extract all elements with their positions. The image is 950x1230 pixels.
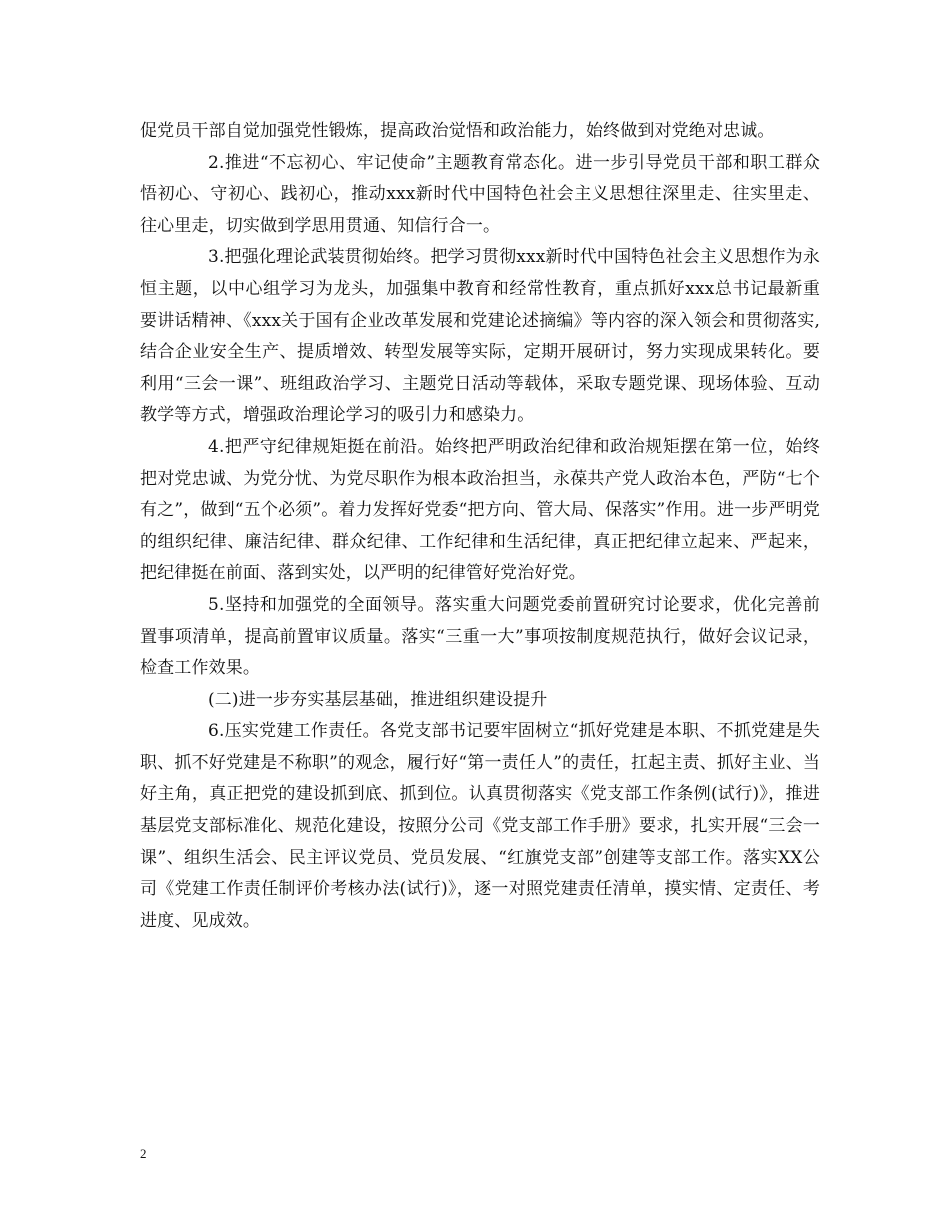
document-body [140,116,820,937]
paragraph-item-4: 4.把严守纪律规矩挺在前沿。始终把严明政治纪律和政治规矩摆在第一位，始终把对党忠诚、为党分忧、为党尽职作为根本政治担当，永葆共产党人政治本色，严防“七个有之”，做到“五个必须”。着力发挥好党委“把方向、管大局、保落实”作用。进一步严明党的组织纪律、廉洁纪律、群众纪律、工作纪律和生活纪律，真正把纪律立起来、严起来，把纪律挺在前面、落到实处，以严明的纪律管好党治好党。 [140,436,820,584]
section-heading-2: (二)进一步夯实基层基础，推进组织建设提升 [208,689,548,710]
paragraph-continuation: 促党员干部自觉加强党性锻炼，提高政治觉悟和政治能力，始终做到对党绝对忠诚。 [140,121,775,141]
paragraph-item-3: 3.把强化理论武装贯彻始终。把学习贯彻xxx新时代中国特色社会主义思想作为永恒主题，以中心组学习为龙头，加强集中教育和经常性教育，重点抓好xxx总书记最新重要讲话精神、《xxx关于国有企业改革发展和党建论述摘编》等内容的深入领会和贯彻落实,结合企业安全生产、提质增效、转型发展等实际，定期开展研讨，努力实现成果转化。要利用“三会一课”、班组政治学习、主题党日活动等载体，采取专题党课、现场体验、互动教学等方式，增强政治理论学习的吸引力和感染力。 [140,247,820,426]
paragraph-item-5: 5.坚持和加强党的全面领导。落实重大问题党委前置研究讨论要求，优化完善前置事项清单，提高前置审议质量。落实“三重一大”事项按制度规范执行，做好会议记录，检查工作效果。 [140,594,820,679]
paragraph-item-6: 6.压实党建工作责任。各党支部书记要牢固树立“抓好党建是本职、不抓党建是失职、抓不好党建是不称职”的观念，履行好“第一责任人”的责任，扛起主责、抓好主业、当好主角，真正把党的建设抓到底、抓到位。认真贯彻落实《党支部工作条例(试行)》，推进基层党支部标准化、规范化建设，按照分公司《党支部工作手册》要求，扎实开展“三会一课”、组织生活会、民主评议党员、党员发展、“红旗党支部”创建等支部工作。落实XX公司《党建工作责任制评价考核办法(试行)》，逐一对照党建责任清单，摸实情、定责任、考进度、见成效。 [140,721,820,931]
paragraph-item-2: 2.推进“不忘初心、牢记使命”主题教育常态化。进一步引导党员干部和职工群众悟初心、守初心、践初心，推动xxx新时代中国特色社会主义思想往深里走、往实里走、往心里走，切实做到学思用贯通、知信行合一。 [140,152,820,236]
page-number: 2 [140,1146,147,1161]
